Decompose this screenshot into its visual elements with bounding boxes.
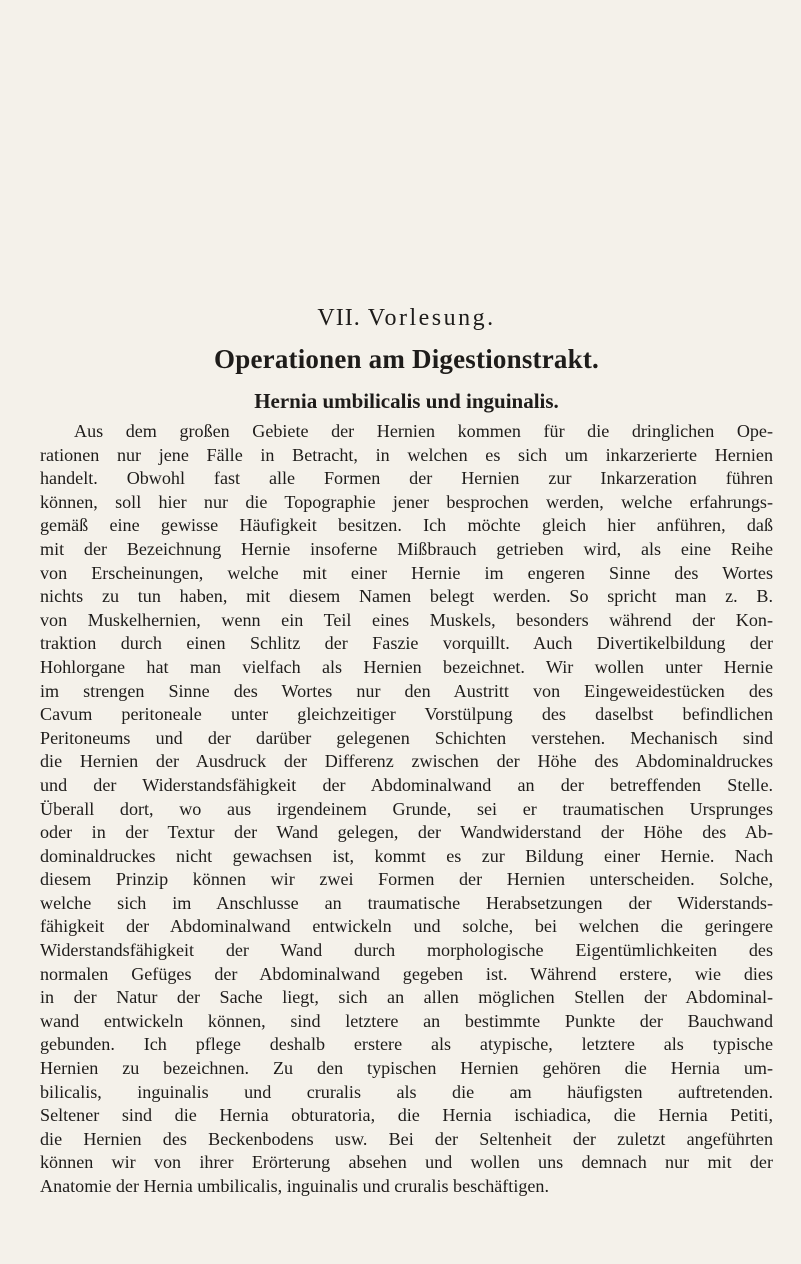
- text-line: dominaldruckes nicht gewachsen ist, kommt es zur Bildung einer Hernie. Nach: [40, 845, 773, 866]
- text-line: mit der Bezeichnung Hernie insoferne Mißbrauch getrieben wird, als eine Reihe: [40, 538, 773, 559]
- text-line: von Erscheinungen, welche mit einer Hernie im engeren Sinne des Wortes: [40, 562, 773, 583]
- text-line: Widerstandsfähigkeit der Wand durch morphologische Eigentümlichkeiten des: [40, 940, 773, 961]
- text-line: können wir von ihrer Erörterung absehen und wollen uns demnach nur mit der: [40, 1152, 773, 1173]
- text-line: Seltener sind die Hernia obturatoria, die Hernia ischiadica, die Hernia Petiti,: [40, 1105, 773, 1126]
- text-line: Anatomie der Hernia umbilicalis, inguinalis und cruralis beschäftigen.: [40, 1176, 549, 1196]
- text-line: und der Widerstandsfähigkeit der Abdominalwand an der betreffenden Stelle.: [40, 774, 773, 795]
- page-title: Operationen am Digestionstrakt.: [214, 344, 599, 374]
- text-line: handelt. Obwohl fast alle Formen der Hernien zur Inkarzeration führen: [40, 468, 773, 489]
- text-line: die Hernien der Ausdruck der Differenz zwischen der Höhe des Abdominaldruckes: [40, 751, 773, 772]
- text-line: Überall dort, wo aus irgendeinem Grunde, sei er traumatischen Ursprunges: [40, 798, 773, 819]
- text-line: von Muskelhernien, wenn ein Teil eines Muskels, besonders während der Kon-: [40, 609, 773, 630]
- text-line: gemäß eine gewisse Häufigkeit besitzen. Ich möchte gleich hier anführen, daß: [40, 515, 773, 536]
- text-line: fähigkeit der Abdominalwand entwickeln und solche, bei welchen die geringere: [40, 916, 773, 937]
- text-line: in der Natur der Sache liegt, sich an allen möglichen Stellen der Abdominal-: [40, 987, 773, 1008]
- text-line: Hernien zu bezeichnen. Zu den typischen Hernien gehören die Hernia um-: [40, 1058, 773, 1079]
- text-line: Hohlorgane hat man vielfach als Hernien bezeichnet. Wir wollen unter Hernie: [40, 656, 773, 677]
- text-line: wand entwickeln können, sind letztere an bestimmte Punkte der Bauchwand: [40, 1010, 773, 1031]
- chapter-word: Vorlesung.: [367, 305, 496, 331]
- text-line: normalen Gefüges der Abdominalwand gegeben ist. Während erstere, wie dies: [40, 963, 773, 984]
- chapter-number: VII.: [317, 305, 361, 331]
- text-line: Peritoneums und der darüber gelegenen Schichten verstehen. Mechanisch sind: [40, 727, 773, 748]
- text-line: können, soll hier nur die Topographie jener besprochen werden, welche erfahrungs-: [40, 491, 773, 512]
- text-line: bilicalis, inguinalis und cruralis als die am häufigsten auftretenden.: [40, 1081, 773, 1102]
- text-line: nichts zu tun haben, mit diesem Namen belegt werden. So spricht man z. B.: [40, 586, 773, 607]
- text-line: Cavum peritoneale unter gleichzeitiger Vorstülpung des daselbst befindlichen: [40, 704, 773, 725]
- text-line: oder in der Textur der Wand gelegen, der Wandwiderstand der Höhe des Ab-: [40, 822, 773, 843]
- text-line: Aus dem großen Gebiete der Hernien kommen für die dringlichen Ope-: [74, 421, 773, 441]
- text-line: gebunden. Ich pflege deshalb erstere als atypische, letztere als typische: [40, 1034, 773, 1055]
- text-line: welche sich im Anschlusse an traumatische Herabsetzungen der Widerstands-: [40, 892, 773, 913]
- text-line: traktion durch einen Schlitz der Faszie vorquillt. Auch Divertikelbildung der: [40, 633, 773, 654]
- body-paragraph: [40, 420, 773, 1199]
- text-line: rationen nur jene Fälle in Betracht, in welchen es sich um inkarzerierte Hernien: [40, 444, 773, 465]
- chapter-heading: [40, 305, 773, 332]
- text-line: im strengen Sinne des Wortes nur den Austritt von Eingeweidestücken des: [40, 680, 773, 701]
- text-line: diesem Prinzip können wir zwei Formen der Hernien unterscheiden. Solche,: [40, 869, 773, 890]
- section-subtitle: Hernia umbilicalis und inguinalis.: [254, 389, 559, 413]
- text-line: die Hernien des Beckenbodens usw. Bei der Seltenheit der zuletzt angeführten: [40, 1128, 773, 1149]
